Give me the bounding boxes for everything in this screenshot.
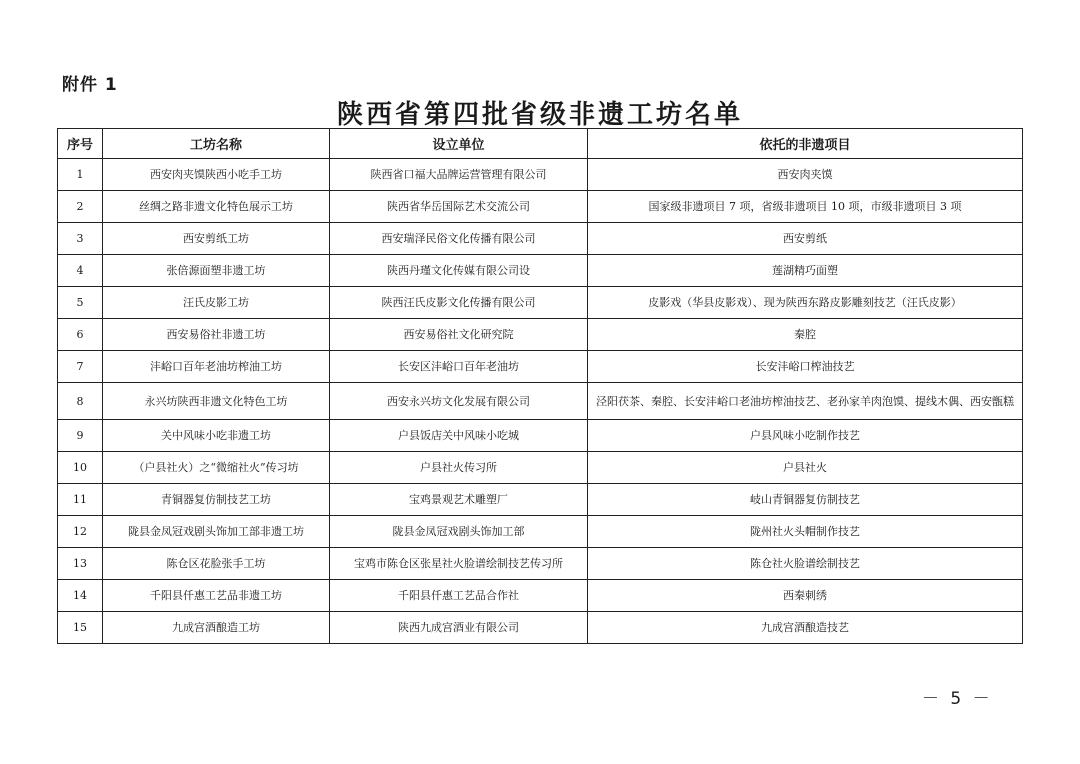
cell-heritage-project: 户县风味小吃制作技艺 [588,420,1023,452]
cell-heritage-project: 秦腔 [588,319,1023,351]
cell-workshop-name: 沣峪口百年老油坊榨油工坊 [103,351,330,383]
cell-established-by: 陕西省华岳国际艺术交流公司 [330,191,588,223]
cell-no: 5 [58,287,103,319]
cell-workshop-name: 西安易俗社非遗工坊 [103,319,330,351]
cell-workshop-name: 青铜器复仿制技艺工坊 [103,484,330,516]
cell-established-by: 户县社火传习所 [330,452,588,484]
table-row [58,287,1023,319]
cell-workshop-name: 西安肉夹馍陕西小吃手工坊 [103,159,330,191]
cell-no: 15 [58,612,103,644]
cell-heritage-project: 泾阳茯茶、秦腔、长安沣峪口老油坊榨油技艺、老孙家羊肉泡馍、提线木偶、西安甑糕 [588,383,1023,420]
cell-no: 13 [58,548,103,580]
header-established-by: 设立单位 [330,129,588,159]
cell-no: 2 [58,191,103,223]
page-number: － 5 － [922,689,993,709]
cell-established-by: 陕西九成宫酒业有限公司 [330,612,588,644]
cell-established-by: 宝鸡市陈仓区张星社火脸谱绘制技艺传习所 [330,548,588,580]
table-row [58,420,1023,452]
cell-no: 7 [58,351,103,383]
table-row [58,548,1023,580]
cell-no: 3 [58,223,103,255]
cell-workshop-name: 关中风味小吃非遗工坊 [103,420,330,452]
cell-heritage-project: 长安沣峪口榨油技艺 [588,351,1023,383]
cell-established-by: 户县饭店关中风味小吃城 [330,420,588,452]
workshop-table [57,128,1023,644]
table-row [58,255,1023,287]
table-row [58,223,1023,255]
cell-established-by: 千阳县仟惠工艺品合作社 [330,580,588,612]
cell-no: 11 [58,484,103,516]
table-header-row [58,129,1023,159]
cell-heritage-project: 陇州社火头帽制作技艺 [588,516,1023,548]
cell-heritage-project: 岐山青铜器复仿制技艺 [588,484,1023,516]
cell-heritage-project: 西安肉夹馍 [588,159,1023,191]
cell-workshop-name: 永兴坊陕西非遗文化特色工坊 [103,383,330,420]
cell-workshop-name: 汪氏皮影工坊 [103,287,330,319]
cell-established-by: 陇县金凤冠戏剧头饰加工部 [330,516,588,548]
table-row [58,612,1023,644]
table-row [58,452,1023,484]
cell-established-by: 长安区沣峪口百年老油坊 [330,351,588,383]
cell-no: 14 [58,580,103,612]
cell-workshop-name: 张倍源面塑非遗工坊 [103,255,330,287]
cell-established-by: 西安易俗社文化研究院 [330,319,588,351]
cell-workshop-name: 千阳县仟惠工艺品非遗工坊 [103,580,330,612]
cell-established-by: 西安瑞泽民俗文化传播有限公司 [330,223,588,255]
page-title: 陕西省第四批省级非遗工坊名单 [336,100,743,130]
cell-workshop-name: 九成宫酒酿造工坊 [103,612,330,644]
table-row [58,484,1023,516]
cell-workshop-name: 陈仓区花脸张手工坊 [103,548,330,580]
cell-heritage-project: 西安剪纸 [588,223,1023,255]
cell-workshop-name: 陇县金凤冠戏剧头饰加工部非遗工坊 [103,516,330,548]
cell-no: 12 [58,516,103,548]
cell-established-by: 陕西丹瑾文化传媒有限公司设 [330,255,588,287]
cell-heritage-project: 九成宫酒酿造技艺 [588,612,1023,644]
cell-no: 8 [58,383,103,420]
table-row [58,516,1023,548]
attachment-label: 附件 1 [62,75,118,95]
cell-no: 4 [58,255,103,287]
cell-workshop-name: 西安剪纸工坊 [103,223,330,255]
table-row [58,191,1023,223]
cell-heritage-project: 莲湖精巧面塑 [588,255,1023,287]
table-row [58,351,1023,383]
table-row [58,580,1023,612]
header-no: 序号 [58,129,103,159]
table-row [58,383,1023,420]
table-row [58,159,1023,191]
table-row [58,319,1023,351]
cell-workshop-name: （户县社火）之“微缩社火”传习坊 [103,452,330,484]
header-workshop-name: 工坊名称 [103,129,330,159]
cell-no: 9 [58,420,103,452]
cell-no: 10 [58,452,103,484]
cell-established-by: 陕西汪氏皮影文化传播有限公司 [330,287,588,319]
cell-established-by: 宝鸡景观艺术雕塑厂 [330,484,588,516]
cell-heritage-project: 户县社火 [588,452,1023,484]
cell-established-by: 西安永兴坊文化发展有限公司 [330,383,588,420]
cell-heritage-project: 国家级非遗项目 7 项，省级非遗项目 10 项，市级非遗项目 3 项 [588,191,1023,223]
cell-established-by: 陕西省口福大品牌运营管理有限公司 [330,159,588,191]
header-heritage-project: 依托的非遗项目 [588,129,1023,159]
cell-heritage-project: 陈仓社火脸谱绘制技艺 [588,548,1023,580]
cell-heritage-project: 西秦刺绣 [588,580,1023,612]
cell-heritage-project: 皮影戏（华县皮影戏）、现为陕西东路皮影雕刻技艺（汪氏皮影） [588,287,1023,319]
cell-workshop-name: 丝绸之路非遗文化特色展示工坊 [103,191,330,223]
cell-no: 1 [58,159,103,191]
cell-no: 6 [58,319,103,351]
